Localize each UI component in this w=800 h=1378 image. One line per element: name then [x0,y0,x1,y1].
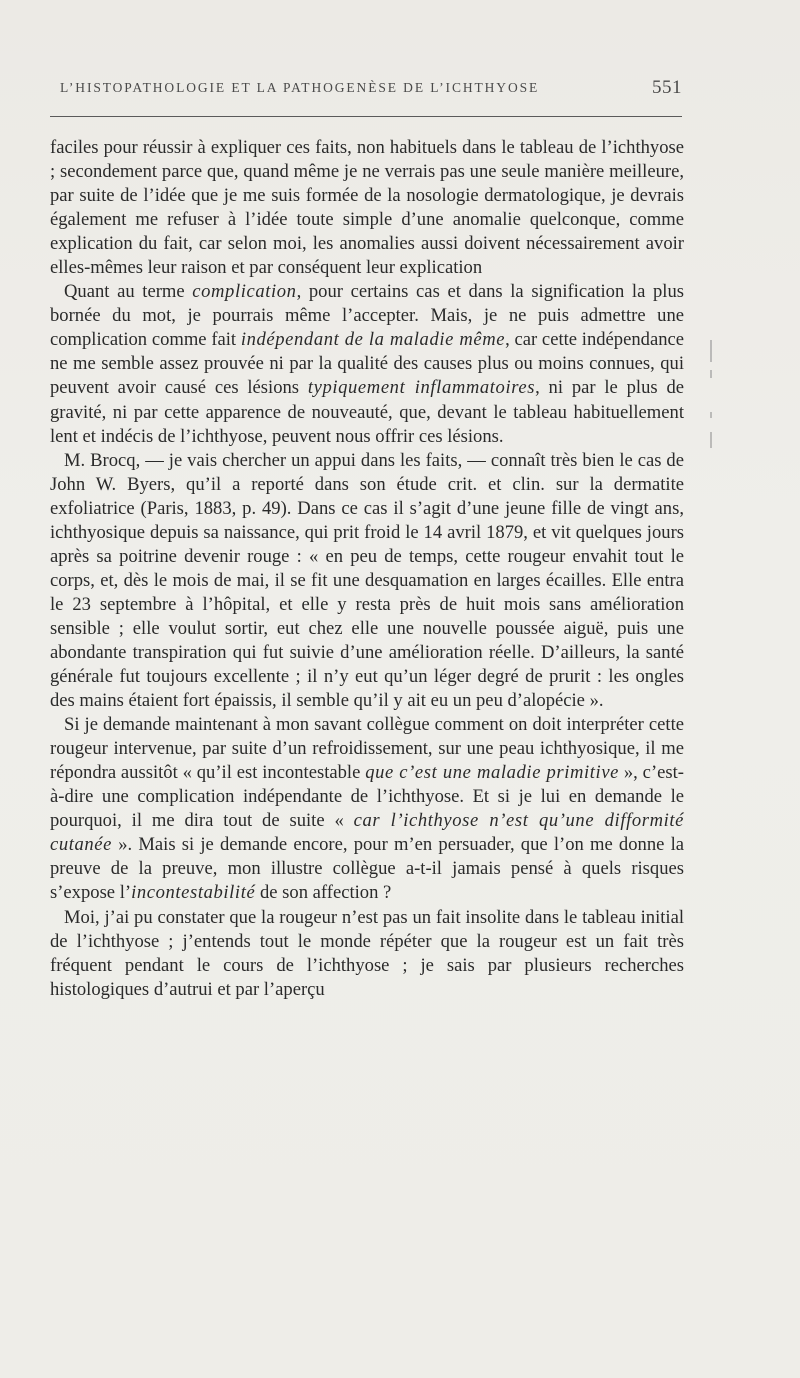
paragraph [50,280,684,448]
header-rule [50,116,682,117]
paragraph [50,136,684,280]
text-run: Quant au terme [64,281,193,303]
italic-text: indépendant de la maladie même [240,329,506,351]
italic-text: que c’est une maladie primitive [365,762,620,784]
italic-text: car l’ichthyose n’est qu’une difformité cutanée [50,810,684,856]
running-head [60,77,682,106]
text-run: , car cette indépendance ne me semble assez prouvée ni par la qualité des causes plus ou moins connues, qui peuvent avoir causé ces lésions [50,329,684,399]
body-text [50,136,684,1002]
text-run: Moi, j’ai pu constater que la rougeur n’est pas un fait insolite dans le tableau initial de l’ichthyose ; j’entends tout le monde répéter que la rougeur est un fait très fréquent pendant le cours de l’ichthyose ; je sais par plusieurs recherches histologiques d’autrui et par l’aperçu [50,906,684,1000]
running-title: L’HISTOPATHOLOGIE ET LA PATHOGENÈSE DE L’ICHTHYOSE [60,80,540,95]
italic-text: typiquement inflammatoires [307,377,536,399]
text-run: Si je demande maintenant à mon savant collègue comment on doit interpréter cette rougeur intervenue, par suite d’un refroidissement, sur une peau ichthyosique, il me répondra aussitôt « qu’il est incontestable [50,714,684,784]
text-run: , ni par le plus de gravité, ni par cette apparence de nouveauté, que, devant le tableau habituellement lent et indécis de l’ichthyose, peuvent nous offrir ces lésions. [50,377,684,447]
italic-text: complication [192,281,297,303]
margin-marks [710,340,716,450]
text-run: , pour certains cas et dans la signification la plus bornée du mot, je pourrais même l’accepter. Mais, je ne puis admettre une complication comme fait [50,281,684,351]
text-run: M. Brocq, — je vais chercher un appui dans les faits, — connaît très bien le cas de John W. Byers, qu’il a reporté dans son étude crit. et clin. sur la dermatite exfoliatrice (Paris, 1883, p. 49). Dans ce cas il s’agit d’une jeune fille de vingt ans, ichthyosique depuis sa naissance, qui prit froid le 14 avril 1879, et vit quelques jours après sa poitrine devenir rouge : « en peu de temps, cette rougeur envahit tout le corps, et, dès le mois de mai, il se fit une desquamation en larges écailles. Elle entra le 23 septembre à l’hôpital, et elle y resta près de huit mois sans amélioration sensible ; elle voulut sortir, eut chez elle une nouvelle poussée aiguë, puis une abondante transpiration qui fut suivie d’une amélioration réelle. D’ailleurs, la santé générale fut toujours excellente ; il n’y eut qu’un léger degré de prurit : les ongles des mains étaient fort épaissis, il semble qu’il y ait eu un peu d’alopécie ». [50,449,684,712]
italic-text: incontestabilité [131,882,256,904]
paragraph [50,906,684,1002]
paragraph [50,449,684,714]
text-run: faciles pour réussir à expliquer ces faits, non habituels dans le tableau de l’ichthyose ; secondement parce que, quand même je ne verrais pas une seule manière meilleure, par suite de l’idée que je me suis formée de la nosologie dermatologique, je devrais également me refuser à l’idée toute simple d’une anomalie quelconque, comme explication du fait, car selon moi, les anomalies aussi doivent nécessairement avoir elles-mêmes leur raison et par conséquent leur explication [50,137,684,279]
text-run: de son affection ? [255,882,392,904]
text-run: », c’est-à-dire une complication indépendante de l’ichthyose. Et si je lui en demande le pourquoi, il me dira tout de suite « [50,762,684,832]
paragraph [50,713,684,905]
text-run: ». Mais si je demande encore, pour m’en persuader, que l’on me donne la preuve de la preuve, mon illustre collègue a-t-il jamais pensé à quels risques s’expose l’ [50,834,684,904]
page-number: 551 [652,77,682,98]
